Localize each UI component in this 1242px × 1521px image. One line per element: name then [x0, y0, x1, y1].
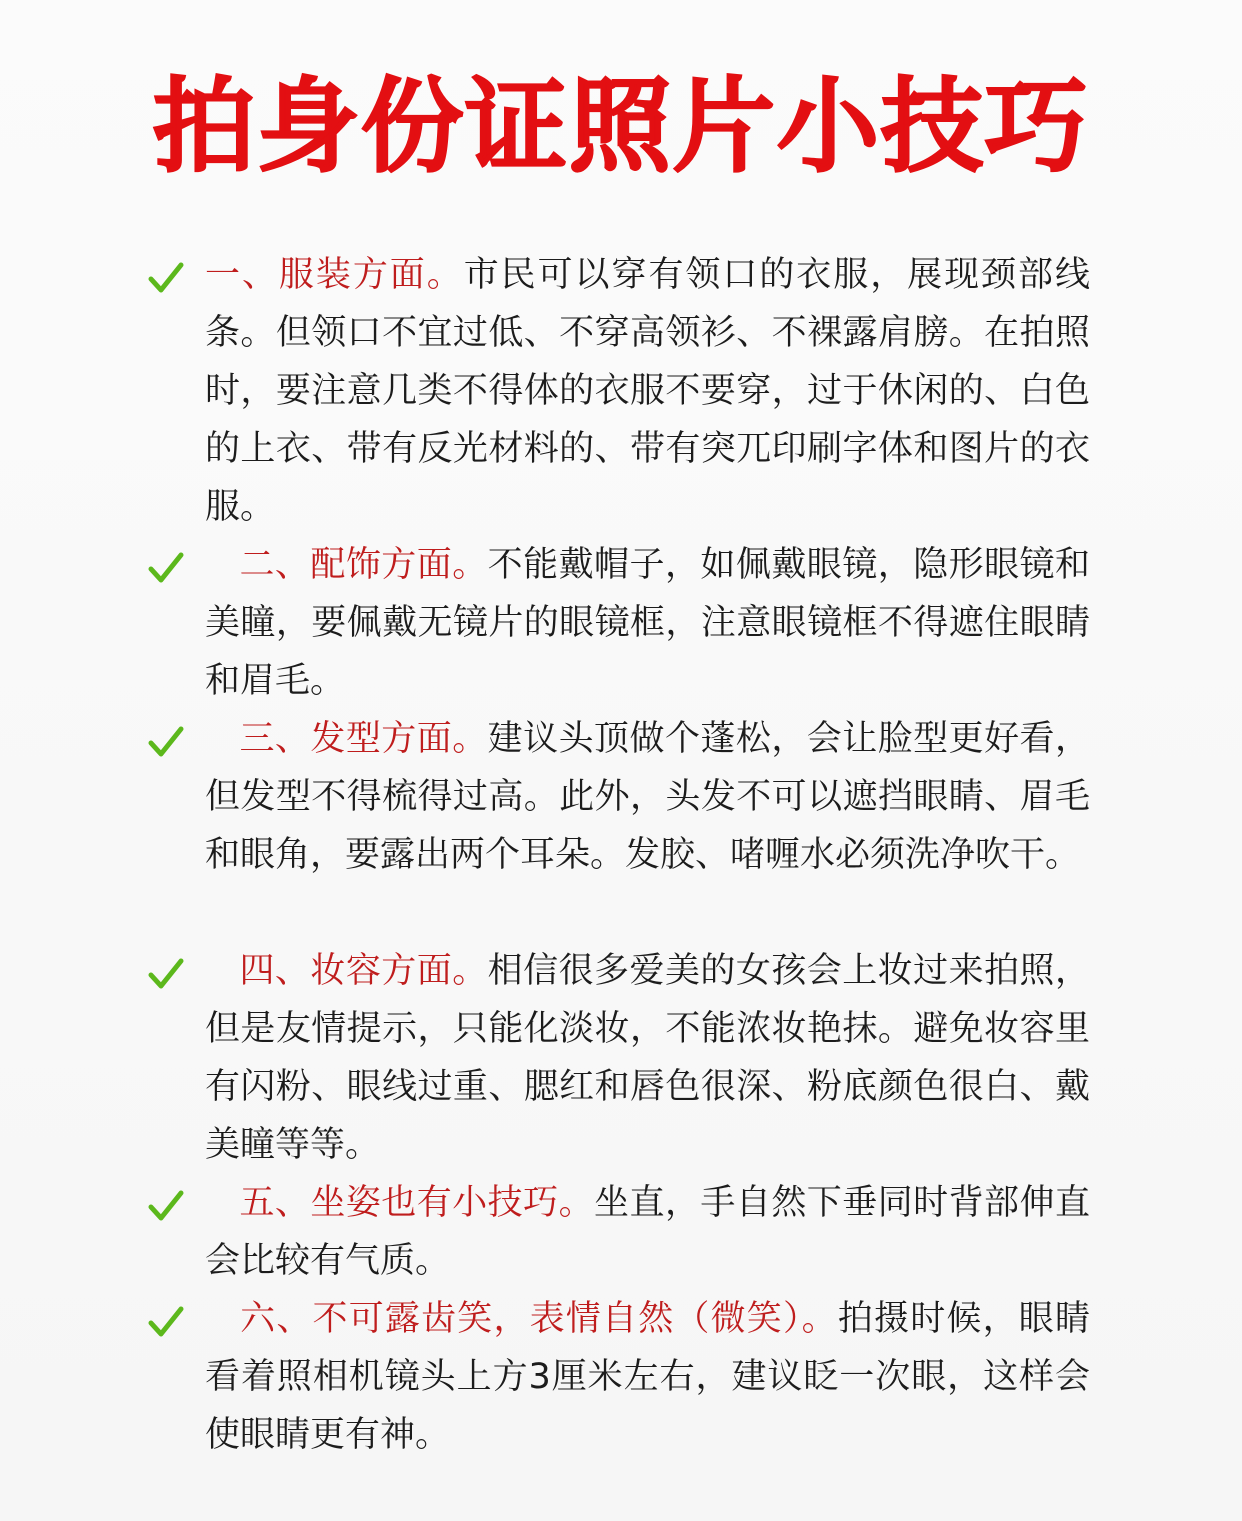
- tip-item: [0, 1290, 1242, 1464]
- tip-text: [205, 942, 1090, 1174]
- green-checkmark-icon: [146, 1302, 186, 1342]
- tip-item: [0, 942, 1242, 1174]
- tip-body: 建议头顶做个蓬松，会让脸型更好看，但发型不得梳得过高。此外，头发不可以遮挡眼睛、眉毛和眼角，要露出两个耳朵。发胶、啫喱水必须洗净吹干。: [205, 719, 1090, 875]
- tip-body: 不能戴帽子，如佩戴眼镜，隐形眼镜和美瞳，要佩戴无镜片的眼镜框，注意眼镜框不得遮住眼睛和眉毛。: [205, 545, 1090, 701]
- green-checkmark-icon: [146, 722, 186, 762]
- green-checkmark-icon: [146, 954, 186, 994]
- tip-body: 拍摄时候，眼睛看着照相机镜头上方3厘米左右，建议眨一次眼，这样会使眼睛更有神。: [205, 1299, 1090, 1455]
- tip-body: 坐直，手自然下垂同时背部伸直会比较有气质。: [205, 1183, 1090, 1281]
- tip-heading: 五、坐姿也有小技巧。: [239, 1183, 595, 1223]
- page-title: 拍身份证照片小技巧: [153, 68, 1089, 187]
- green-checkmark-icon: [146, 1186, 186, 1226]
- tip-item: [0, 536, 1242, 710]
- green-checkmark-icon: [146, 548, 186, 588]
- tip-text: [205, 536, 1090, 710]
- green-checkmark-icon: [146, 258, 186, 298]
- tip-item: [0, 710, 1242, 942]
- tip-item: [0, 1174, 1242, 1290]
- tip-item: [0, 246, 1242, 536]
- tip-text: [205, 710, 1090, 884]
- tip-heading: 一、服装方面。: [205, 255, 464, 295]
- tip-text: [205, 1290, 1090, 1464]
- tip-text: [205, 246, 1090, 536]
- tips-list: [0, 246, 1242, 1464]
- tip-text: [205, 1174, 1090, 1290]
- tip-heading: 三、发型方面。: [239, 719, 488, 759]
- tip-heading: 六、不可露齿笑，表情自然（微笑）。: [239, 1299, 838, 1339]
- tip-heading: 二、配饰方面。: [239, 545, 488, 585]
- tip-body: 市民可以穿有领口的衣服，展现颈部线条。但领口不宜过低、不穿高领衫、不裸露肩膀。在拍照时，要注意几类不得体的衣服不要穿，过于休闲的、白色的上衣、带有反光材料的、带有突兀印刷字体和图片的衣服。: [205, 255, 1090, 527]
- tip-body: 相信很多爱美的女孩会上妆过来拍照，但是友情提示，只能化淡妆，不能浓妆艳抹。避免妆容里有闪粉、眼线过重、腮红和唇色很深、粉底颜色很白、戴美瞳等等。: [205, 951, 1090, 1165]
- tip-heading: 四、妆容方面。: [239, 951, 488, 991]
